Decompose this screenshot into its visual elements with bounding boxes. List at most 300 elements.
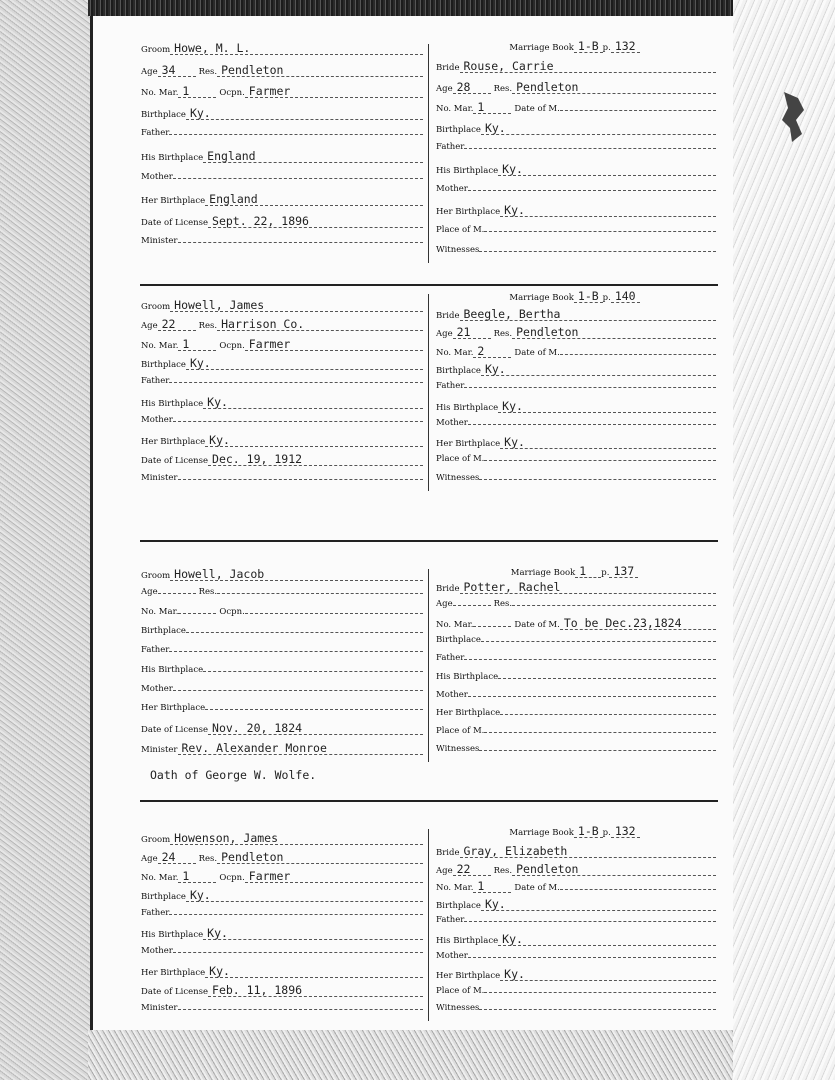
groom-field (141, 128, 423, 138)
bride-field-row (436, 898, 716, 911)
bride-field (436, 60, 716, 73)
groom-field (141, 299, 423, 312)
field-value: Ky. (500, 968, 716, 981)
groom-field (219, 338, 423, 351)
field-value (560, 889, 716, 890)
groom-field-row (141, 722, 423, 735)
bride-field (436, 672, 716, 682)
groom-field-row (141, 64, 423, 77)
field-value (464, 148, 716, 149)
bride-field-row (436, 933, 716, 946)
field-label: Minister (141, 1003, 178, 1013)
field-label: Father (436, 653, 465, 664)
field-value: 1 (178, 85, 216, 98)
field-value (203, 671, 423, 672)
field-label: Age (436, 329, 453, 340)
book-label: Marriage Book (510, 568, 576, 578)
groom-field-row (141, 607, 423, 617)
bride-field-row (436, 122, 716, 135)
groom-field-row (141, 742, 423, 755)
field-label: Age (436, 599, 453, 610)
book-number: 1-B (574, 825, 603, 838)
bride-field (514, 348, 716, 358)
field-value: Pendleton (217, 851, 423, 864)
book-number: 1 (575, 565, 601, 578)
ink-blot-mark (778, 90, 808, 145)
groom-field-row (141, 415, 423, 425)
groom-field (141, 64, 199, 77)
bride-field (436, 845, 716, 858)
bride-field (436, 81, 494, 94)
groom-field (141, 85, 219, 98)
groom-field-row (141, 568, 423, 581)
bride-field (436, 101, 514, 114)
bride-field (436, 326, 494, 339)
field-value (245, 613, 423, 614)
field-value: 1 (178, 870, 216, 883)
field-label: Age (436, 865, 453, 876)
field-label: His Birthplace (436, 402, 499, 413)
field-label: No. Mar. (436, 347, 474, 358)
field-value (173, 690, 423, 691)
bride-field-row (436, 381, 716, 391)
field-value: Dec. 19, 1912 (208, 453, 423, 466)
groom-field-row (141, 453, 423, 466)
bride-field (494, 863, 716, 876)
groom-field (141, 684, 423, 694)
groom-field-row (141, 684, 423, 694)
field-value (484, 460, 716, 461)
marriage-book-reference (433, 565, 716, 578)
bride-field (494, 326, 716, 339)
field-label: Witnesses (436, 472, 480, 483)
groom-field (141, 415, 423, 425)
field-value (205, 709, 423, 710)
bride-field-row (436, 473, 716, 483)
page-label: p. (602, 293, 611, 303)
field-value: 22 (453, 863, 491, 876)
field-value: Pendleton (512, 326, 716, 339)
field-label: Ocpn. (219, 606, 245, 617)
groom-field (141, 338, 219, 351)
field-value (169, 382, 423, 383)
field-label: Age (141, 854, 158, 864)
page-number: 132 (611, 40, 640, 53)
field-value: Ky. (498, 933, 716, 946)
field-label: Mother (436, 417, 468, 428)
field-label: Minister (141, 744, 178, 755)
field-value (178, 479, 424, 480)
field-value: Howell, James (170, 299, 423, 312)
field-label: Father (141, 645, 170, 656)
field-value: Harrison Co. (217, 318, 423, 331)
field-label: Birthplace (436, 900, 481, 911)
field-label: Her Birthplace (436, 439, 501, 450)
groom-field (141, 832, 423, 845)
groom-field (141, 927, 423, 940)
bride-field (436, 653, 716, 663)
field-value: 1 (178, 338, 216, 351)
bride-field (436, 473, 716, 483)
scan-bottom-edge (88, 1030, 733, 1080)
field-label: Date of License (141, 987, 209, 997)
bride-field-row (436, 599, 716, 609)
groom-field (141, 236, 423, 246)
groom-field-row (141, 645, 423, 655)
field-value (464, 659, 716, 660)
groom-field (141, 889, 423, 902)
field-label: Her Birthplace (436, 971, 501, 982)
field-value: Ky. (500, 204, 716, 217)
page-number: 137 (609, 565, 638, 578)
field-value (178, 242, 424, 243)
field-value: Ky. (481, 363, 716, 376)
field-label: Groom (141, 302, 171, 312)
field-value (217, 593, 423, 594)
groom-field (141, 396, 423, 409)
groom-field (141, 851, 199, 864)
field-value (464, 921, 716, 922)
bride-field (436, 225, 716, 235)
field-value: Howell, Jacob (170, 568, 423, 581)
bride-field-row (436, 672, 716, 682)
field-value (512, 605, 716, 606)
groom-field (199, 587, 423, 597)
bride-field-row (436, 986, 716, 996)
groom-field-row (141, 908, 423, 918)
bride-field (436, 933, 716, 946)
bride-field-row (436, 142, 716, 152)
field-value (484, 231, 716, 232)
groom-field (199, 318, 423, 331)
groom-field (141, 742, 423, 755)
bride-field (436, 690, 716, 700)
bride-field (436, 204, 716, 217)
field-value: 1 (473, 101, 511, 114)
field-label: Her Birthplace (436, 707, 501, 718)
field-value (498, 678, 716, 679)
bride-field (436, 726, 716, 736)
field-label: Place of M. (436, 985, 485, 996)
bride-field (436, 381, 716, 391)
section-divider (140, 284, 718, 286)
groom-field-row (141, 357, 423, 370)
groom-field-row (141, 473, 423, 483)
field-value: Ky. (498, 163, 716, 176)
bride-field (436, 898, 716, 911)
bride-field (436, 620, 514, 630)
groom-field-row (141, 215, 423, 228)
field-value: Ky. (186, 107, 423, 120)
bride-field-row (436, 345, 716, 358)
bride-field (436, 1003, 716, 1013)
bride-field (436, 418, 716, 428)
bride-field-row (436, 81, 716, 94)
bride-field-row (436, 400, 716, 413)
bride-field-row (436, 653, 716, 663)
bride-field-row (436, 968, 716, 981)
field-label: Witnesses (436, 1003, 480, 1014)
bride-field-row (436, 845, 716, 858)
field-value (186, 632, 423, 633)
bride-field-row (436, 708, 716, 718)
groom-field (141, 722, 423, 735)
bride-field (436, 915, 716, 925)
field-value (468, 957, 716, 958)
bride-field-row (436, 617, 716, 630)
field-label: Res. (493, 599, 513, 610)
bride-field (494, 599, 716, 609)
bride-field-row (436, 690, 716, 700)
groom-field-row (141, 376, 423, 386)
field-value: 22 (158, 318, 196, 331)
field-value: Farmer (245, 85, 423, 98)
field-value: Ky. (500, 436, 716, 449)
bride-field (436, 986, 716, 996)
field-value (484, 732, 716, 733)
field-value (178, 1009, 424, 1010)
field-value: 2 (473, 345, 511, 358)
section-divider (140, 800, 718, 802)
groom-field-row (141, 851, 423, 864)
groom-field-row (141, 42, 423, 55)
field-label: Groom (141, 45, 171, 55)
field-value: Rouse, Carrie (460, 60, 717, 73)
bride-field-row (436, 363, 716, 376)
field-label: Minister (141, 236, 178, 247)
groom-field (141, 984, 423, 997)
field-label: His Birthplace (436, 166, 499, 176)
field-value (453, 605, 491, 606)
groom-field (141, 946, 423, 956)
groom-field-row (141, 236, 423, 246)
bride-field (436, 880, 514, 893)
bride-field (436, 951, 716, 961)
field-label: Bride (436, 63, 460, 73)
groom-field-row (141, 703, 423, 713)
field-label: His Birthplace (141, 930, 204, 940)
groom-field-row (141, 927, 423, 940)
bride-field (436, 744, 716, 754)
scan-top-edge (88, 0, 733, 16)
field-value: Farmer (245, 338, 423, 351)
field-label: His Birthplace (141, 153, 204, 163)
groom-field-row (141, 299, 423, 312)
field-value: 34 (158, 64, 196, 77)
groom-field (141, 1003, 423, 1013)
field-label: No. Mar. (436, 104, 474, 115)
field-label: Mother (141, 414, 173, 425)
field-value (178, 613, 216, 614)
field-label: Date of M. (514, 104, 560, 115)
groom-field-row (141, 870, 423, 883)
bride-field (436, 708, 716, 718)
field-label: Date of License (141, 725, 209, 736)
field-value (169, 651, 423, 652)
field-value: Ky. (186, 357, 423, 370)
field-value: Pendleton (512, 81, 716, 94)
field-label: Res. (493, 329, 513, 340)
groom-field-row (141, 434, 423, 447)
field-value: England (203, 150, 423, 163)
field-value: Ky. (203, 927, 423, 940)
field-value (173, 952, 423, 953)
bride-field-row (436, 863, 716, 876)
field-label: Ocpn. (219, 88, 245, 99)
bride-field-row (436, 225, 716, 235)
field-label: No. Mar. (141, 340, 179, 351)
field-label: Age (141, 66, 158, 77)
field-label: Bride (436, 311, 460, 321)
book-number: 1-B (574, 290, 603, 303)
field-label: Mother (436, 689, 468, 700)
page-label: p. (601, 568, 610, 578)
field-value (169, 134, 423, 135)
field-value (484, 992, 716, 993)
bride-field (436, 122, 716, 135)
field-value: Rev. Alexander Monroe (178, 742, 424, 755)
field-value (468, 424, 716, 425)
groom-field (141, 607, 219, 617)
bride-field (436, 345, 514, 358)
column-divider (428, 829, 429, 1021)
field-label: Birthplace (141, 892, 186, 902)
field-label: No. Mar. (436, 620, 474, 631)
groom-field (141, 193, 423, 206)
groom-field (141, 434, 423, 447)
groom-field-row (141, 665, 423, 675)
groom-field (141, 150, 423, 163)
bride-field-row (436, 880, 716, 893)
groom-field (141, 665, 423, 675)
field-label: Birthplace (436, 635, 481, 646)
field-label: Birthplace (141, 359, 186, 370)
bride-field (436, 599, 494, 609)
field-value: Gray, Elizabeth (460, 845, 717, 858)
bride-field (436, 245, 716, 255)
field-label: His Birthplace (141, 664, 204, 675)
bride-field-row (436, 60, 716, 73)
field-label: Bride (436, 848, 460, 858)
field-label: Mother (436, 950, 468, 961)
field-value: 24 (158, 851, 196, 864)
field-label: Father (141, 128, 170, 139)
field-value: Ky. (205, 965, 423, 978)
field-value: 28 (453, 81, 491, 94)
groom-field-row (141, 150, 423, 163)
marriage-book-reference (433, 825, 716, 838)
bride-field-row (436, 951, 716, 961)
field-label: Her Birthplace (141, 703, 206, 714)
field-value (169, 914, 423, 915)
book-number: 1-B (574, 40, 603, 53)
marriage-book-reference (433, 290, 716, 303)
field-label: Place of M. (436, 224, 485, 235)
bride-field (494, 81, 716, 94)
field-value: To be Dec.23,1824 (560, 617, 716, 630)
field-value: 1 (473, 880, 511, 893)
bride-field (514, 883, 716, 893)
field-label: Mother (141, 683, 173, 694)
field-label: His Birthplace (141, 398, 204, 409)
groom-field-row (141, 965, 423, 978)
groom-field-row (141, 85, 423, 98)
groom-field (141, 870, 219, 883)
field-label: Mother (436, 183, 468, 194)
book-label: Marriage Book (509, 293, 574, 303)
column-divider (428, 569, 429, 762)
page-label: p. (602, 43, 611, 53)
field-value: Feb. 11, 1896 (208, 984, 423, 997)
page-number: 132 (611, 825, 640, 838)
bride-field-row (436, 163, 716, 176)
bride-field-row (436, 1003, 716, 1013)
field-label: Her Birthplace (436, 207, 501, 218)
field-label: Place of M. (436, 725, 485, 736)
field-value: Farmer (245, 870, 423, 883)
bride-field (436, 184, 716, 194)
bride-field (514, 617, 716, 630)
bride-field-row (436, 915, 716, 925)
groom-field (141, 626, 423, 636)
field-label: Res. (198, 854, 218, 864)
field-label: No. Mar. (141, 873, 179, 883)
groom-field (219, 85, 423, 98)
bride-field (436, 454, 716, 464)
bride-field-row (436, 326, 716, 339)
field-label: Res. (198, 587, 218, 598)
book-label: Marriage Book (509, 828, 574, 838)
bride-field (436, 163, 716, 176)
field-label: Birthplace (436, 124, 481, 135)
bride-field-row (436, 184, 716, 194)
bride-field (514, 104, 716, 114)
field-value: Ky. (498, 400, 716, 413)
column-divider (428, 44, 429, 263)
field-value (468, 190, 716, 191)
field-value: Ky. (186, 889, 423, 902)
field-value (464, 387, 716, 388)
groom-field (219, 607, 423, 617)
bride-field-row (436, 101, 716, 114)
bride-field (436, 635, 716, 645)
field-value (500, 714, 716, 715)
field-label: Age (436, 83, 453, 94)
field-value: Ky. (481, 898, 716, 911)
bride-field-row (436, 744, 716, 754)
field-label: Date of M. (514, 347, 560, 358)
groom-field (141, 357, 423, 370)
field-label: Her Birthplace (141, 196, 206, 207)
field-label: Groom (141, 571, 171, 581)
bride-field-row (436, 726, 716, 736)
groom-field-row (141, 1003, 423, 1013)
field-label: Father (436, 381, 465, 392)
field-value (560, 354, 716, 355)
groom-field (141, 645, 423, 655)
field-label: His Birthplace (436, 671, 499, 682)
groom-field (141, 568, 423, 581)
field-label: Father (141, 908, 170, 918)
field-value (479, 251, 716, 252)
field-value: Howe, M. L. (170, 42, 423, 55)
column-divider (428, 294, 429, 491)
groom-field-row (141, 128, 423, 138)
groom-field-row (141, 107, 423, 120)
bride-field-row (436, 245, 716, 255)
field-label: Date of License (141, 456, 209, 467)
groom-field (141, 473, 423, 483)
